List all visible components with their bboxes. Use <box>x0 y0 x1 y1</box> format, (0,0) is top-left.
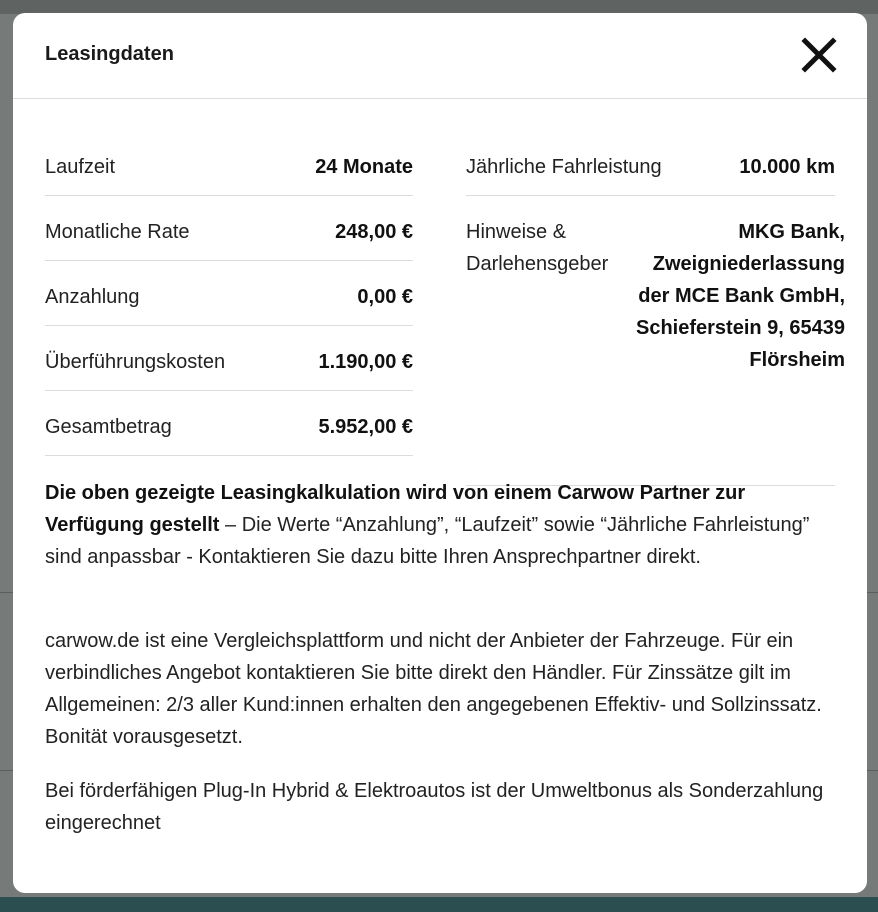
detail-value: 248,00 € <box>335 221 413 243</box>
modal-header <box>13 13 867 99</box>
disclaimer-platform: carwow.de ist eine Vergleichsplattform und nicht der Anbieter der Fahrzeuge. Für ein verbindliches Angebot kontaktieren Sie bitte direkt den Händler. Für Zinssätze gilt im Allgemeinen: 2/3 aller Kund:innen erhalten den angegebenen Effektiv- und Sollzinssatz. Bonität vorausgesetzt. <box>45 630 822 748</box>
detail-row-laufzeit <box>45 131 413 196</box>
disclaimer-partner <box>45 477 835 573</box>
close-button[interactable] <box>801 37 837 73</box>
disclaimer-umweltbonus: Bei förderfähigen Plug-In Hybrid & Elektroautos ist der Umweltbonus als Sonderzahlung eingerechnet <box>45 780 824 834</box>
detail-label: Überführungskosten <box>45 351 226 373</box>
detail-label: Hinweise & Darlehensgeber <box>466 221 609 275</box>
detail-label: Laufzeit <box>45 156 116 178</box>
detail-value: 24 Monate <box>315 156 413 178</box>
detail-row-jaehrliche-fahrleistung <box>466 131 835 196</box>
detail-row-monatliche-rate <box>45 196 413 261</box>
detail-label: Monatliche Rate <box>45 221 190 243</box>
backdrop-top-strip <box>0 0 878 14</box>
close-icon <box>801 37 837 73</box>
detail-label: Jährliche Fahrleistung <box>466 156 662 178</box>
leasing-details-left <box>45 131 413 456</box>
detail-value: MKG Bank, Zweigniederlassung der MCE Bank GmbH, Schieferstein 9, 65439 Flörsheim <box>635 221 845 371</box>
detail-label: Anzahlung <box>45 286 140 308</box>
backdrop-divider <box>0 592 13 593</box>
backdrop-divider <box>0 770 13 771</box>
backdrop-divider <box>867 592 878 593</box>
modal-title: Leasingdaten <box>45 43 174 65</box>
detail-value: 1.190,00 € <box>318 351 413 373</box>
detail-value: 10.000 km <box>739 156 835 178</box>
detail-row-anzahlung <box>45 261 413 326</box>
detail-value: 5.952,00 € <box>318 416 413 438</box>
leasing-modal <box>13 13 867 893</box>
detail-value: 0,00 € <box>357 286 413 308</box>
backdrop-footer-band <box>0 897 878 912</box>
detail-row-hinweise-darlehensgeber <box>466 196 845 486</box>
disclaimer-partner-bold: Die oben gezeigte Leasingkalkulation wird von einem Carwow Partner zur Verfügung gestellt <box>45 482 746 536</box>
detail-row-gesamtbetrag <box>45 391 413 456</box>
detail-label: Gesamtbetrag <box>45 416 172 438</box>
detail-row-ueberfuehrungskosten <box>45 326 413 391</box>
backdrop-divider <box>867 770 878 771</box>
leasing-details-right <box>466 131 845 486</box>
disclaimer-partner-rest: – Die Werte “Anzahlung”, “Laufzeit” sowie “Jährliche Fahrleistung” sind anpassbar - Kontaktieren Sie dazu bitte Ihren Ansprechpartner direkt. <box>45 514 810 568</box>
